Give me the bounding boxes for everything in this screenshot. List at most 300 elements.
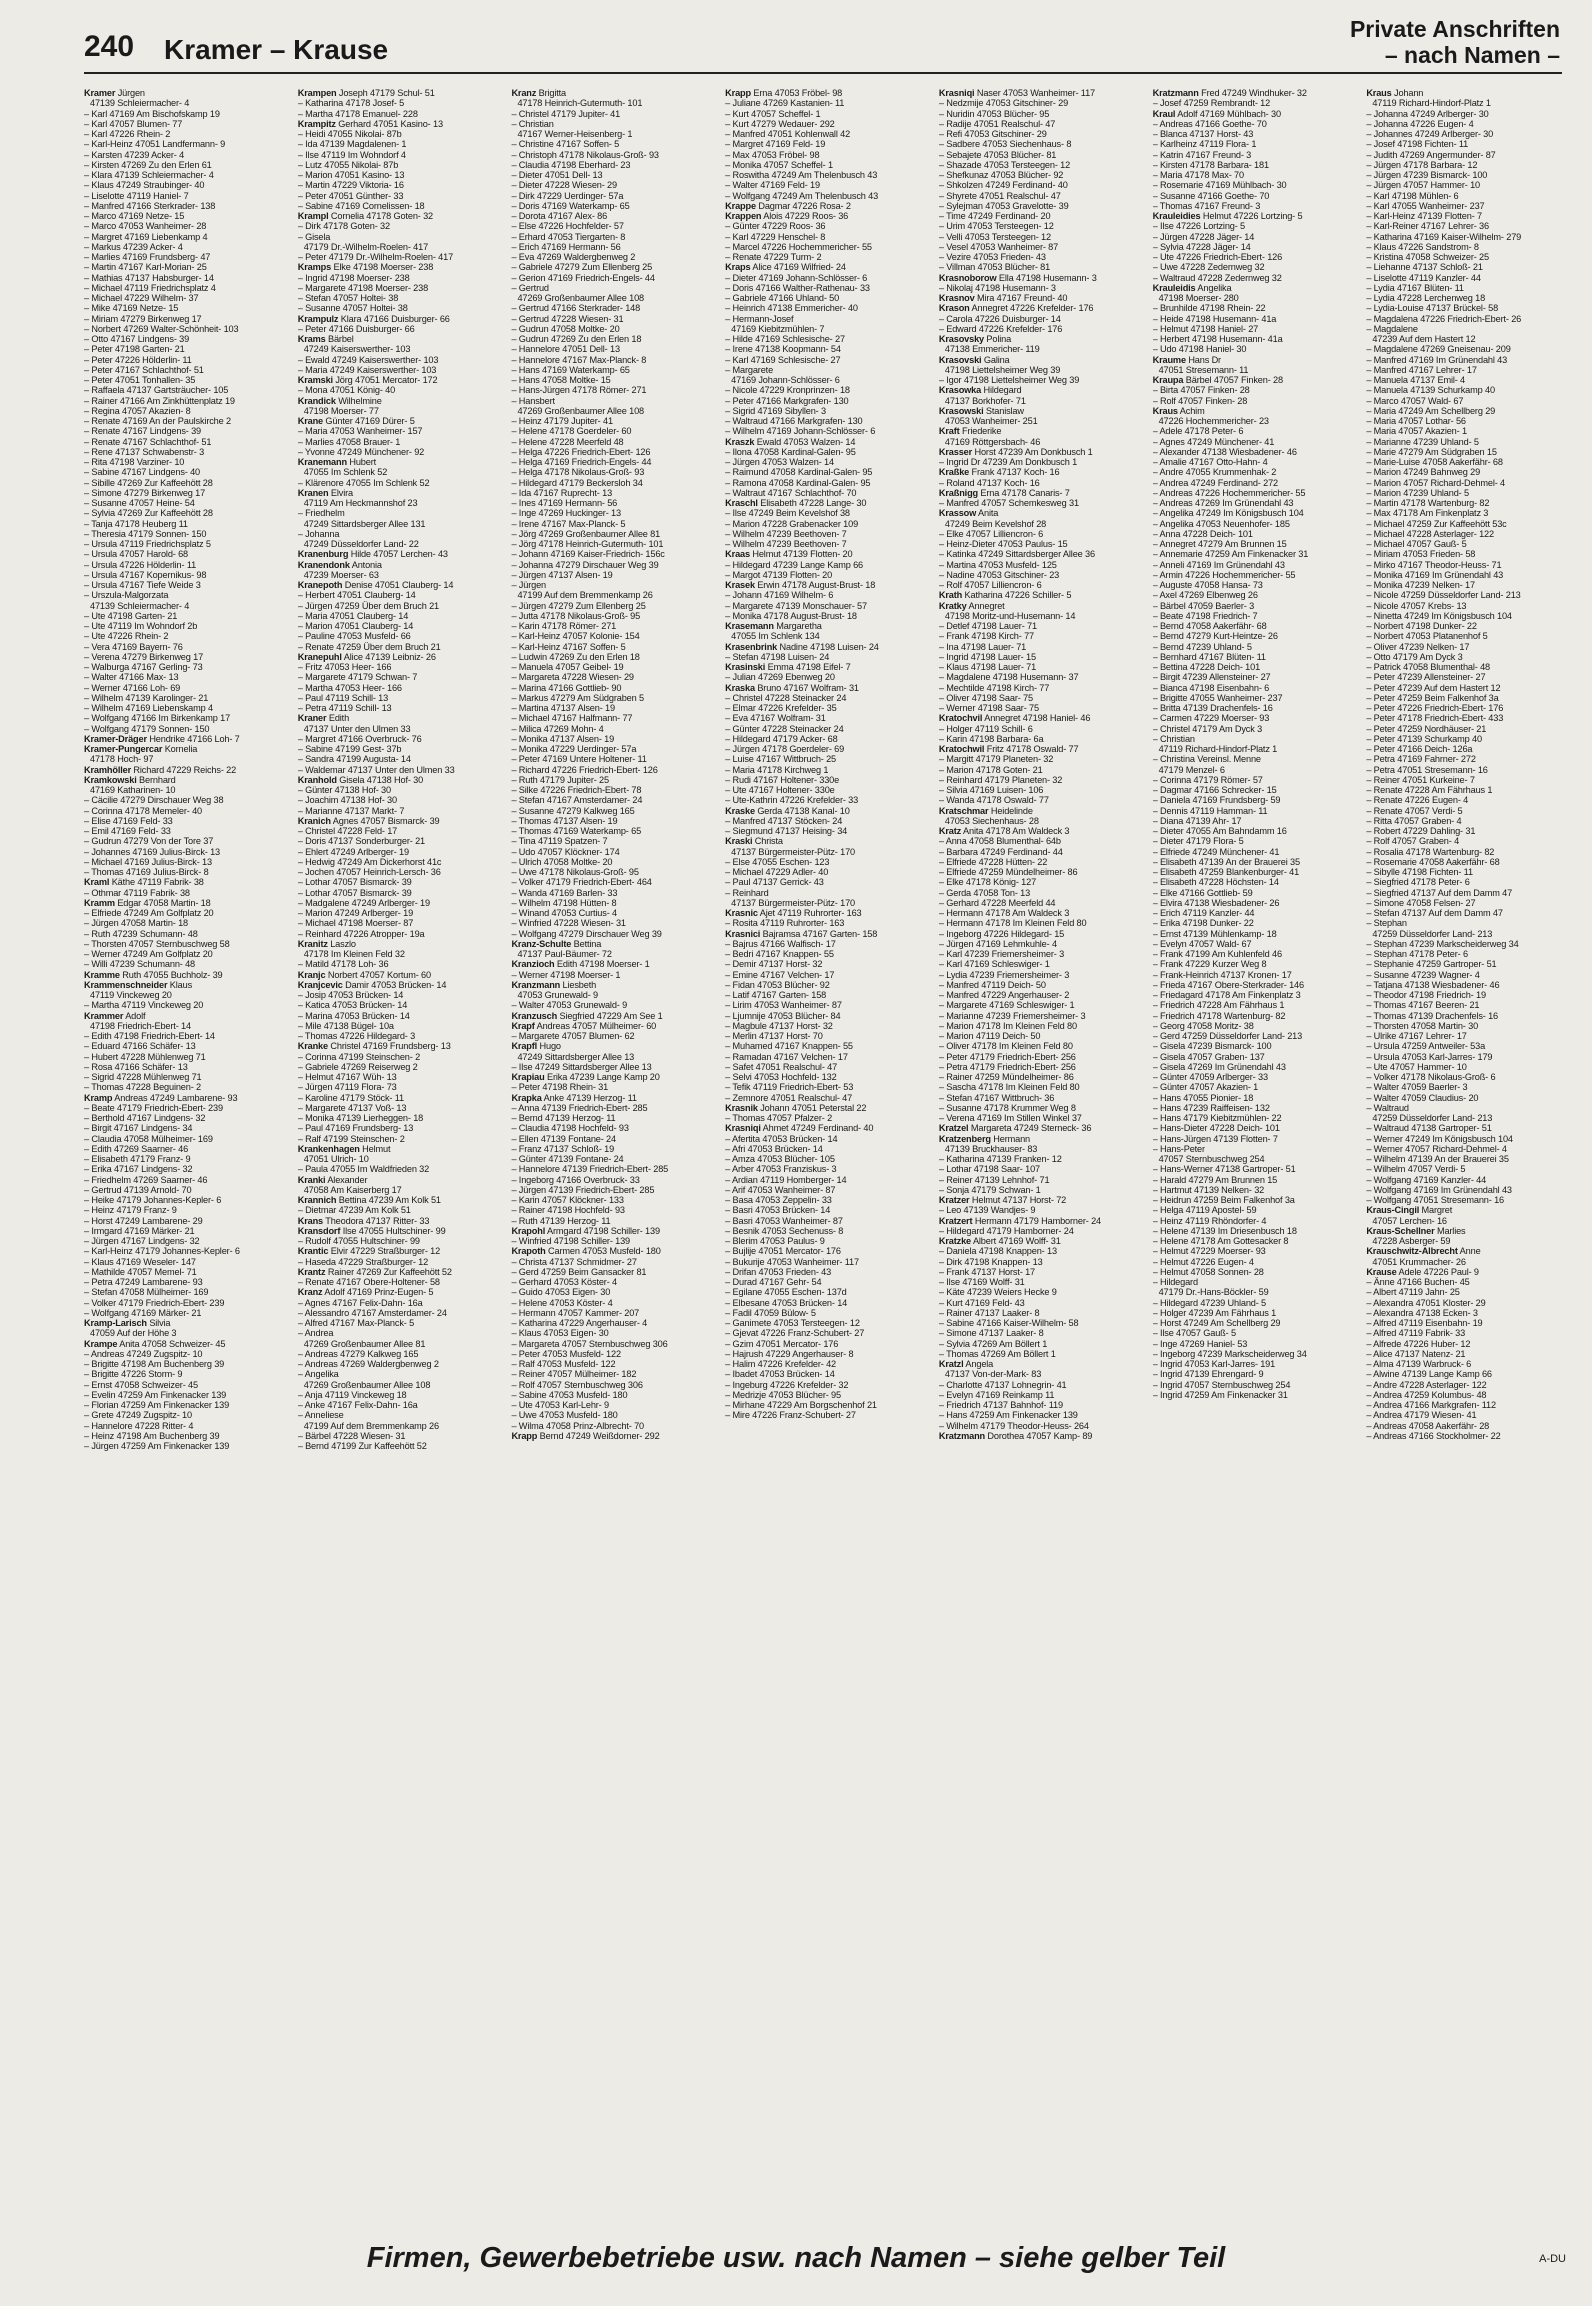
entry-line: – Peter 47139 Schurkamp 40 <box>1366 733 1482 744</box>
entry-line: – Helga 47226 Friedrich-Ebert- 126 <box>511 446 651 457</box>
entry-line: – Volker 47178 Nikolaus-Groß- 6 <box>1366 1072 1496 1082</box>
entry-line: – Gerhard 47228 Meerfeld 44 <box>938 897 1056 908</box>
entry-line: – Ute 47119 Im Wohndorf 2b <box>84 621 198 631</box>
entry-line: – Frank 47137 Horst- 17 <box>938 1266 1036 1277</box>
directory-entry <box>511 314 717 324</box>
directory-entry <box>1366 1298 1572 1308</box>
directory-entry <box>1153 355 1359 365</box>
entry-line: – Nedzmije 47053 Gitschiner- 29 <box>938 98 1069 109</box>
entry-detail: Bajramsa 47167 Garten- 158 <box>762 928 878 939</box>
entry-detail: Agnes 47057 Bismarck- 39 <box>332 815 440 826</box>
entry-line: – Merlin 47137 Horst- 70 <box>725 1031 823 1041</box>
directory-entry <box>84 744 290 754</box>
directory-entry <box>84 1195 290 1205</box>
directory-entry <box>1153 1052 1359 1062</box>
surname: Kraschl <box>725 498 758 508</box>
directory-entry <box>939 580 1145 590</box>
directory-entry <box>1366 888 1572 898</box>
surname: Kranitz <box>297 938 328 949</box>
directory-entry <box>725 1400 931 1410</box>
directory-entry <box>1366 1380 1572 1390</box>
directory-entry <box>1366 1000 1572 1010</box>
directory-entry <box>939 1113 1145 1123</box>
entry-line: – Günter 47138 Hof- 30 <box>297 785 391 795</box>
entry-line: – Katharina 47178 Josef- 5 <box>297 98 405 109</box>
directory-entry <box>1366 437 1572 447</box>
entry-line: – Erich 47169 Hermann- 56 <box>511 241 621 252</box>
entry-line: – Afertita 47053 Brücken- 14 <box>725 1133 838 1144</box>
entry-detail: Hermann <box>993 1133 1030 1144</box>
entry-line: – Ramadan 47167 Velchen- 17 <box>725 1051 848 1062</box>
directory-entry <box>511 160 717 170</box>
directory-entry <box>1153 1390 1359 1400</box>
entry-line: – Karl 47057 Blumen- 77 <box>84 118 183 129</box>
directory-entry <box>511 662 717 672</box>
directory-entry <box>511 416 717 426</box>
entry-line: – Basri 47053 Brücken- 14 <box>725 1205 831 1216</box>
entry-detail: Bruno 47167 Wolfram- 31 <box>757 682 859 693</box>
entry-line: – Bianca 47198 Eisenbahn- 6 <box>1152 682 1270 693</box>
directory-entry <box>84 1318 290 1328</box>
directory-entry <box>1153 1164 1359 1174</box>
directory-entry <box>939 826 1145 836</box>
entry-line: – Heidi 47055 Nikolai- 87b <box>297 129 402 139</box>
directory-entry <box>1153 191 1359 201</box>
directory-entry <box>511 785 717 795</box>
directory-entry <box>511 898 717 908</box>
directory-entry <box>939 1246 1145 1256</box>
directory-entry <box>1366 867 1572 877</box>
entry-detail: Dorothea 47057 Kamp- 89 <box>987 1430 1093 1441</box>
entry-line: – Ernst 47058 Schweizer- 45 <box>84 1379 198 1390</box>
directory-entry <box>1153 1257 1359 1267</box>
directory-entry <box>725 611 931 621</box>
entry-detail: Helmut 47137 Horst- 72 <box>971 1195 1067 1205</box>
entry-line: – Ursula 47119 Friedrichsplatz 5 <box>84 539 211 549</box>
directory-entry <box>298 795 504 805</box>
entry-detail: Elke 47198 Moerser- 238 <box>333 262 434 273</box>
entry-line: – Miriam 47053 Frieden- 58 <box>1366 549 1476 560</box>
directory-entry <box>298 785 504 795</box>
entry-line: 47137 Bürgermeister-Pütz- 170 <box>731 897 855 908</box>
directory-entry <box>511 970 717 980</box>
directory-entry <box>1153 826 1359 836</box>
directory-entry <box>725 918 931 928</box>
directory-entry <box>1366 1082 1572 1092</box>
entry-line: – Egilane 47055 Eschen- 137d <box>725 1287 847 1298</box>
directory-entry <box>1153 160 1359 170</box>
entry-line: – Gertrud 47139 Arnold- 70 <box>84 1184 192 1195</box>
directory-entry <box>1153 232 1359 242</box>
directory-entry <box>1366 1052 1572 1062</box>
entry-line: – Ina 47198 Lauer- 71 <box>938 641 1027 652</box>
directory-entry <box>84 1226 290 1236</box>
surname: Krassow <box>938 508 977 519</box>
entry-line: – Christina Vereinsl. Menne <box>1152 754 1261 765</box>
directory-entry <box>1366 519 1572 529</box>
entry-line: – Hajrush 47229 Angerhauser- 8 <box>725 1348 854 1359</box>
directory-entry <box>511 570 717 580</box>
directory-entry <box>511 980 717 990</box>
directory-entry <box>939 437 1145 447</box>
entry-line: – Michael 47119 Friedrichsplatz 4 <box>84 282 216 293</box>
surname: Krause <box>1366 1266 1397 1277</box>
directory-entry <box>84 242 290 252</box>
directory-entry <box>939 836 1145 846</box>
directory-entry <box>511 129 717 139</box>
entry-line: – Adele 47178 Peter- 6 <box>1152 426 1244 437</box>
entry-line: – Sibille 47269 Zur Kaffeehött 28 <box>84 477 213 488</box>
entry-line: – Bujlije 47051 Mercator- 176 <box>725 1246 841 1257</box>
directory-entry <box>725 262 931 272</box>
directory-entry <box>298 273 504 283</box>
entry-line: – Reiner 47057 Mülheimer- 182 <box>511 1369 637 1380</box>
entry-line: – Wilhelm 47198 Hütten- 8 <box>511 897 617 908</box>
directory-entry <box>1366 1421 1572 1431</box>
directory-entry <box>939 1257 1145 1267</box>
directory-entry <box>511 1328 717 1338</box>
entry-line: – Monika 47239 Nelken- 17 <box>1366 580 1475 590</box>
directory-entry <box>1366 355 1572 365</box>
directory-entry <box>1366 713 1572 723</box>
directory-entry <box>84 970 290 980</box>
directory-entry <box>1366 457 1572 467</box>
entry-line: – Helmut 47198 Haniel- 27 <box>1152 323 1259 334</box>
directory-entry <box>84 385 290 395</box>
entry-detail: Hilde 47057 Lerchen- 43 <box>350 549 448 560</box>
entry-line: – Karl-Reiner 47167 Lehrer- 36 <box>1366 221 1489 232</box>
entry-line: – Milica 47269 Mohn- 4 <box>511 723 604 734</box>
directory-entry <box>84 570 290 580</box>
directory-entry <box>1153 1072 1359 1082</box>
entry-line: – Elise 47169 Feld- 33 <box>84 815 173 826</box>
entry-line: – Karlheinz 47119 Flora- 1 <box>1152 139 1257 150</box>
directory-entry <box>298 221 504 231</box>
entry-detail: Bärbel 47057 Finken- 28 <box>1185 375 1283 385</box>
entry-detail: Erika 47239 Lange Kamp 20 <box>547 1072 660 1082</box>
entry-line: – Ingrid 47198 Moerser- 238 <box>297 272 410 283</box>
directory-entry <box>939 1123 1145 1133</box>
directory-entry <box>725 1390 931 1400</box>
entry-line: – Ute 47226 Friedrich-Ebert- 126 <box>1152 252 1283 262</box>
surname: Kranke <box>297 1041 328 1052</box>
directory-entry <box>1366 467 1572 477</box>
entry-line: – Rudolf 47055 Hultschiner- 99 <box>297 1236 420 1246</box>
directory-entry <box>939 908 1145 918</box>
directory-entry <box>84 662 290 672</box>
directory-entry <box>725 139 931 149</box>
directory-entry <box>939 467 1145 477</box>
directory-entry <box>1366 990 1572 1000</box>
directory-entry <box>1366 201 1572 211</box>
directory-entry <box>939 170 1145 180</box>
directory-entry <box>1153 631 1359 641</box>
entry-line: – Holger 47239 Am Fährhaus 1 <box>1152 1307 1277 1318</box>
entry-line: 47053 Grunewald- 9 <box>517 990 598 1000</box>
entry-line: – Christel 47228 Feld- 17 <box>297 826 398 836</box>
entry-line: – Waltraud 47228 Zedernweg 32 <box>1152 272 1282 283</box>
directory-entry <box>939 98 1145 108</box>
directory-entry <box>1366 211 1572 221</box>
entry-line: – Hildegard 47179 Acker- 68 <box>725 733 838 744</box>
directory-entry <box>511 1308 717 1318</box>
entry-line: – Ilse 47119 Im Wohndorf 4 <box>297 149 406 160</box>
entry-line: – Bernd 47139 Herzog- 11 <box>511 1113 616 1123</box>
directory-entry <box>939 191 1145 201</box>
directory-entry <box>725 980 931 990</box>
entry-line: – Marianne 47239 Friemersheimer- 3 <box>938 1010 1086 1021</box>
entry-line: – Stefan 47057 Holtei- 38 <box>297 293 399 303</box>
entry-detail: Polina <box>986 334 1012 344</box>
entry-line: – Vera 47169 Bayern- 76 <box>84 641 183 652</box>
directory-entry <box>298 519 504 529</box>
entry-line: – Horst 47249 Lambarene- 29 <box>84 1215 203 1226</box>
entry-line: – Margarete 47139 Monschauer- 57 <box>725 600 867 611</box>
entry-line: – Helga 47119 Apostel- 59 <box>1152 1205 1257 1216</box>
surname: Kraus-Schellner <box>1366 1225 1435 1236</box>
surname: Krason <box>938 303 970 314</box>
directory-entry <box>1153 314 1359 324</box>
entry-line: – Stephan <box>1366 918 1407 929</box>
directory-entry <box>298 1164 504 1174</box>
directory-entry <box>511 1369 717 1379</box>
entry-line: – Ruth 47139 Herzog- 11 <box>511 1215 611 1226</box>
entry-line: – Peter 47179 Dr.-Wilhelm-Roelen- 417 <box>297 252 454 262</box>
directory-entry <box>298 529 504 539</box>
entry-line: – Britta 47139 Drachenfels- 16 <box>1152 703 1273 713</box>
directory-entry <box>511 457 717 467</box>
directory-entry <box>511 939 717 949</box>
directory-entry <box>84 498 290 508</box>
entry-detail: Ewald 47053 Walzen- 14 <box>756 436 856 447</box>
directory-entry <box>939 683 1145 693</box>
entry-detail: Wilhelmine <box>338 395 382 406</box>
directory-entry <box>298 631 504 641</box>
directory-entry <box>725 1380 931 1390</box>
directory-entry <box>939 1205 1145 1215</box>
directory-entry <box>84 549 290 559</box>
entry-line: – Thorsten 47057 Sternbuschweg 58 <box>84 938 230 949</box>
entry-detail: Anita 47178 Am Waldeck 3 <box>963 826 1070 836</box>
entry-line: – Holger 47119 Schill- 6 <box>938 723 1033 734</box>
directory-entry <box>725 1410 931 1420</box>
directory-entry <box>84 857 290 867</box>
entry-line: – Vesel 47053 Wanheimer- 87 <box>938 241 1059 252</box>
directory-entry <box>511 406 717 416</box>
entry-line: – Robert 47229 Dahling- 31 <box>1366 826 1476 836</box>
entry-line: – Blerim 47053 Paulus- 9 <box>725 1236 825 1246</box>
entry-line: – Otto 47167 Lindgens- 39 <box>84 334 190 344</box>
entry-line: – Karl-Heinz 47057 Kolonie- 154 <box>511 631 640 642</box>
directory-entry <box>84 1216 290 1226</box>
directory-entry <box>939 1380 1145 1390</box>
directory-entry <box>725 1195 931 1205</box>
directory-entry <box>1153 406 1359 416</box>
entry-line: – Stefan 47167 Wittbruch- 36 <box>938 1092 1055 1103</box>
directory-entry <box>84 672 290 682</box>
directory-entry <box>298 1185 504 1195</box>
directory-entry <box>1366 1390 1572 1400</box>
directory-entry <box>1366 1041 1572 1051</box>
directory-entry <box>511 211 717 221</box>
directory-entry <box>511 365 717 375</box>
directory-entry <box>939 1175 1145 1185</box>
entry-line: – Marion 47249 Arlberger- 19 <box>297 908 414 918</box>
directory-entry <box>298 1154 504 1164</box>
entry-line: – Magdalene <box>1366 323 1418 334</box>
directory-entry <box>725 129 931 139</box>
entry-line: – Hans-Werner 47138 Gartroper- 51 <box>1152 1164 1296 1175</box>
entry-detail: Ella 47198 Husemann- 3 <box>998 272 1097 283</box>
entry-line: – Katharina 47169 Kaiser-Wilhelm- 279 <box>1366 231 1522 242</box>
entry-line: – Wolfgang 47249 Am Thelenbusch 43 <box>725 190 879 201</box>
entry-line: – Rainer 47198 Hochfeld- 93 <box>511 1205 625 1216</box>
entry-line: – Marco 47053 Wanheimer- 28 <box>84 221 207 232</box>
entry-line: – Helene 47178 Am Gottesacker 8 <box>1152 1236 1289 1246</box>
entry-line: – Sigrid 47228 Mühlenweg 71 <box>84 1072 202 1082</box>
directory-entry <box>298 139 504 149</box>
directory-entry <box>1153 396 1359 406</box>
directory-entry <box>84 1031 290 1041</box>
surname: Krapf <box>511 1020 535 1031</box>
directory-entry <box>725 1226 931 1236</box>
entry-detail: Adolf 47169 Mühlbach- 30 <box>1177 108 1281 119</box>
entry-line: – Bärbel 47059 Baerler- 3 <box>1152 600 1255 611</box>
entry-line: – Peter 47178 Friedrich-Ebert- 433 <box>1366 713 1504 724</box>
entry-line: – Heinrich 47138 Emmericher- 40 <box>725 303 858 314</box>
entry-line: – Jürgen 47119 Flora- 73 <box>297 1082 397 1093</box>
directory-entry <box>84 611 290 621</box>
entry-line: – Hilde 47169 Schlesische- 27 <box>725 334 845 344</box>
directory-entry <box>84 1246 290 1256</box>
directory-entry <box>298 560 504 570</box>
entry-line: – Elke 47057 Lilliencron- 6 <box>938 528 1044 539</box>
directory-entry <box>511 847 717 857</box>
entry-line: – Renate 47057 Verdi- 5 <box>1366 805 1463 816</box>
entry-line: – Ralf 47199 Steinschen- 2 <box>297 1133 405 1144</box>
entry-detail: Alois 47229 Roos- 36 <box>763 211 849 221</box>
directory-entry <box>84 396 290 406</box>
directory-entry <box>1366 1113 1572 1123</box>
entry-detail: Silvia <box>149 1318 171 1328</box>
entry-line: – Michael 47228 Asterlager- 122 <box>1366 528 1494 539</box>
entry-line: – Marie 47279 Am Südgraben 15 <box>1366 446 1497 457</box>
entry-line: – Mire 47226 Franz-Schubert- 27 <box>725 1410 856 1421</box>
directory-entry <box>298 201 504 211</box>
directory-entry <box>511 1082 717 1092</box>
directory-entry <box>1366 416 1572 426</box>
directory-entry <box>725 631 931 641</box>
entry-line: – Josef 47259 Rembrandt- 12 <box>1152 98 1271 109</box>
directory-entry <box>298 88 504 98</box>
directory-entry <box>298 488 504 498</box>
directory-entry <box>1153 785 1359 795</box>
directory-entry <box>511 426 717 436</box>
entry-line: – Margareta 47057 Sternbuschweg 306 <box>511 1338 668 1349</box>
entry-detail: Annegret 47198 Haniel- 46 <box>984 713 1091 724</box>
entry-line: – Hannelore 47228 Ritter- 4 <box>84 1420 194 1431</box>
entry-line: – Dieter 47228 Wiesen- 29 <box>511 180 617 191</box>
directory-entry <box>84 293 290 303</box>
directory-entry <box>298 437 504 447</box>
entry-line: 47199 Auf dem Bremmenkamp 26 <box>517 590 653 601</box>
entry-line: – Christine 47167 Soffen- 5 <box>511 139 620 150</box>
directory-entry <box>1153 929 1359 939</box>
entry-line: – Sabine 47166 Kaiser-Wilhelm- 58 <box>938 1318 1079 1328</box>
directory-entry <box>1153 1359 1359 1369</box>
entry-line: – Norbert 47198 Dunker- 22 <box>1366 621 1477 631</box>
entry-line: – Peter 47167 Schlachthof- 51 <box>84 364 204 375</box>
directory-entry <box>84 1369 290 1379</box>
entry-line: – Manuela 47057 Geibel- 19 <box>511 662 624 672</box>
entry-line: – Ines 47169 Hermann- 56 <box>511 498 618 508</box>
directory-entry <box>1366 1185 1572 1195</box>
surname: Kramer <box>84 88 116 98</box>
entry-line: – Ganimete 47053 Tersteegen- 12 <box>725 1318 860 1328</box>
directory-entry <box>511 180 717 190</box>
directory-entry <box>939 1400 1145 1410</box>
directory-entry <box>725 478 931 488</box>
entry-detail: Jürgen <box>117 88 145 98</box>
entry-detail: Frank 47137 Koch- 16 <box>971 467 1060 478</box>
directory-entry <box>511 109 717 119</box>
entry-line: – Birgit 47167 Lindgens- 34 <box>84 1123 193 1134</box>
directory-entry <box>939 334 1145 344</box>
entry-line: – Andreas 47269 Im Grünendahl 43 <box>1152 498 1294 508</box>
entry-line: – Jürgen 47178 Goerdeler- 69 <box>725 744 845 754</box>
entry-line: 47198 Liettelsheimer Weg 39 <box>944 364 1061 375</box>
entry-line: – Armin 47226 Hochemmericher- 55 <box>1152 569 1296 580</box>
entry-line: – Christel 47179 Am Dyck 3 <box>1152 723 1263 734</box>
directory-entry <box>939 406 1145 416</box>
entry-line: – Andreas 47226 Hochemmericher- 55 <box>1152 487 1306 498</box>
directory-entry <box>511 242 717 252</box>
directory-entry <box>298 119 504 129</box>
entry-line: 47059 Auf der Höhe 3 <box>90 1328 177 1339</box>
directory-entry <box>84 508 290 518</box>
entry-line: – Gudrun 47269 Zu den Erlen 18 <box>511 334 642 344</box>
directory-entry <box>84 488 290 498</box>
entry-line: – Christian <box>1152 733 1195 744</box>
entry-line: – Marion 47178 Goten- 21 <box>938 764 1043 775</box>
directory-entry <box>1153 478 1359 488</box>
surname: Kranjcevic <box>297 979 343 990</box>
entry-line: – Ulrich 47058 Moltke- 20 <box>511 856 613 867</box>
directory-entry <box>939 1031 1145 1041</box>
directory-entry <box>1366 119 1572 129</box>
directory-entry <box>1153 1082 1359 1092</box>
entry-line: – Theresia 47179 Sonnen- 150 <box>84 528 207 539</box>
directory-entry <box>511 631 717 641</box>
directory-entry <box>1366 560 1572 570</box>
directory-entry <box>298 426 504 436</box>
entry-line: – Rudi 47167 Holtener- 330e <box>725 774 840 785</box>
directory-entry <box>511 959 717 969</box>
entry-line: – Doris 47169 Waterkamp- 65 <box>511 200 630 211</box>
entry-line: – Dieter 47051 Dell- 13 <box>511 170 603 180</box>
directory-entry <box>939 416 1145 426</box>
directory-entry <box>725 888 931 898</box>
directory-entry <box>84 683 290 693</box>
entry-line: – Helmut 47058 Sonnen- 28 <box>1152 1266 1264 1277</box>
entry-line: – Magdalene 47269 Gneisenau- 209 <box>1366 344 1511 355</box>
directory-entry <box>298 1236 504 1246</box>
directory-entry <box>298 1175 504 1185</box>
entry-line: – Franz 47137 Schloß- 19 <box>511 1143 615 1154</box>
surname: Kraus <box>1152 405 1178 416</box>
directory-entry <box>939 621 1145 631</box>
directory-entry <box>298 1062 504 1072</box>
